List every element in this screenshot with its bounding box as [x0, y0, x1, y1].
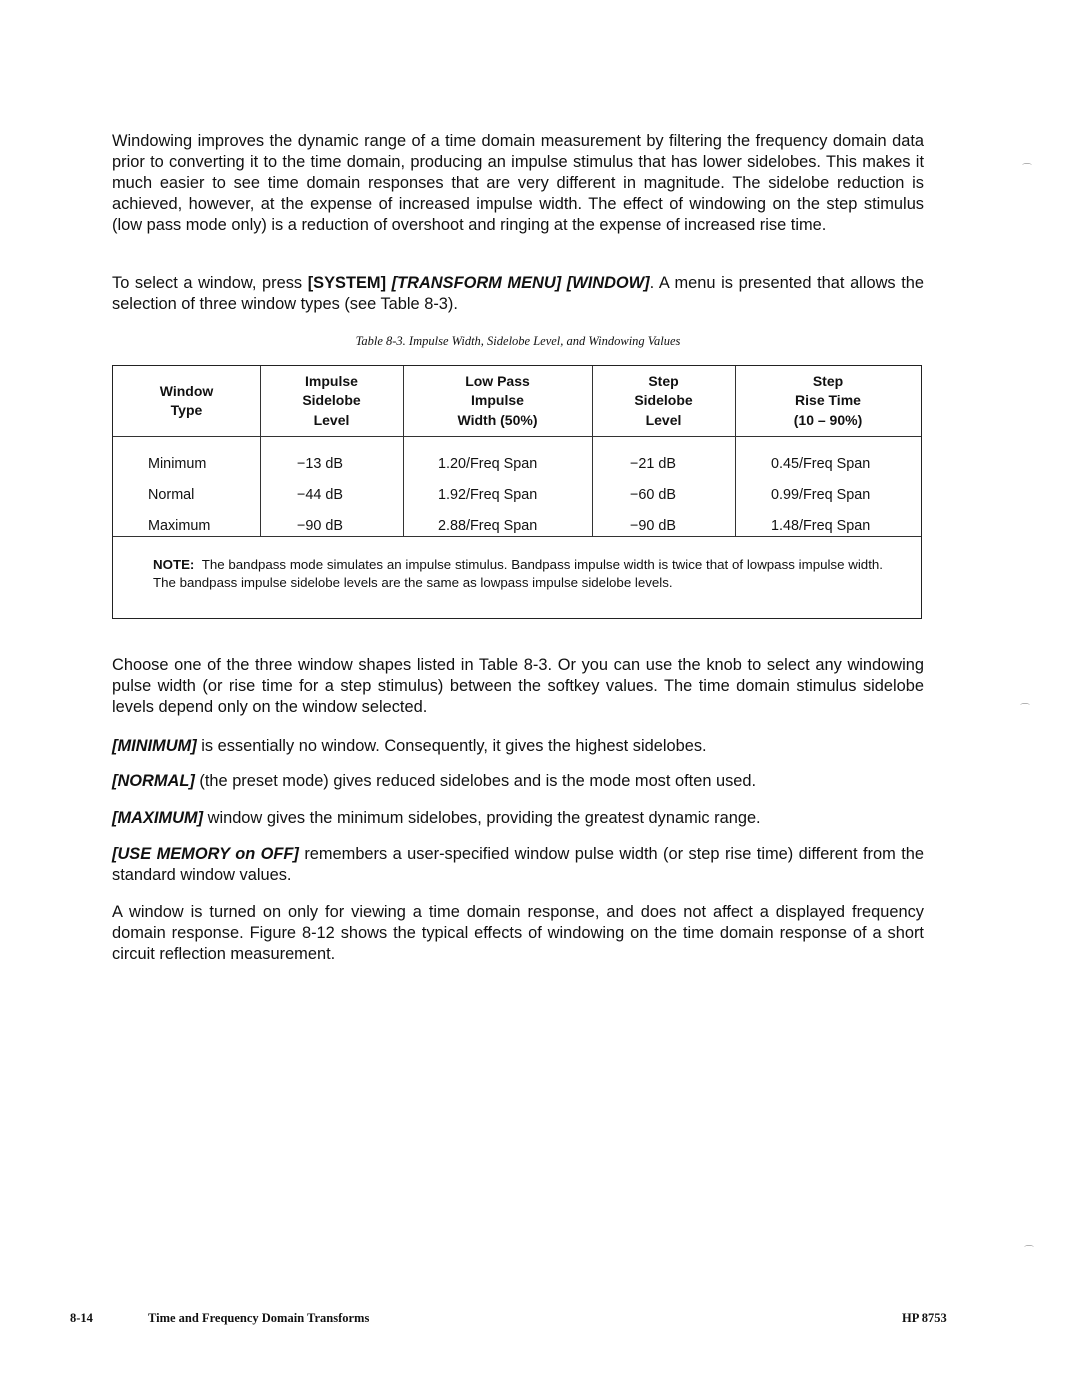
windowing-values-table	[112, 365, 922, 619]
table-cell-window-type: Minimum	[148, 456, 207, 472]
footer-section-title: Time and Frequency Domain Transforms	[148, 1311, 370, 1325]
intro-paragraph-select-window	[112, 273, 924, 315]
table-cell-step-sidelobe: −21 dB	[630, 456, 677, 472]
table-cell-impulse-sidelobe: −90 dB	[297, 518, 344, 534]
table-cell-step-rise-time: 0.99/Freq Span	[771, 487, 871, 503]
header-divider	[113, 436, 921, 437]
paragraph-window-time-domain: A window is turned on only for viewing a time domain response, and does not affect a displayed frequency domain response. Figure 8-12 shows the typical effects of windowing on the time domain response of a short circuit reflection measurement.	[112, 903, 924, 963]
paragraph-use-memory	[112, 844, 924, 886]
scan-speck: ⌒	[1020, 704, 1030, 715]
maximum-softkey: [MAXIMUM]	[112, 809, 204, 827]
use-memory-softkey: [USE MEMORY on OFF]	[112, 845, 299, 863]
header-step-rise-time: Step Rise Time (10 – 90%)	[793, 372, 863, 428]
paragraph-normal	[112, 771, 924, 792]
maximum-description: window gives the minimum sidelobes, providing the greatest dynamic range.	[203, 809, 761, 827]
note-text: The bandpass mode simulates an impulse stimulus. Bandpass impulse width is twice that of lowpass impulse width. The bandpass impulse sidelobe levels are the same as lowpass impulse sidelobe levels.	[153, 557, 883, 590]
header-low-pass-impulse-width: Low Pass Impulse Width (50%)	[457, 372, 538, 428]
header-impulse-sidelobe-level: Impulse Sidelobe Level	[302, 372, 361, 428]
table-cell-step-sidelobe: −60 dB	[630, 487, 677, 503]
table-cell-impulse-width: 1.92/Freq Span	[438, 487, 538, 503]
scan-speck: ⌒	[1024, 1246, 1034, 1257]
table-note	[153, 556, 883, 592]
intro-select-text-before: To select a window, press	[112, 274, 308, 292]
table-cell-impulse-sidelobe: −44 dB	[297, 487, 344, 503]
normal-description: (the preset mode) gives reduced sidelobes and is the mode most often used.	[194, 772, 757, 790]
table-cell-window-type: Normal	[148, 487, 195, 503]
table-cell-impulse-width: 2.88/Freq Span	[438, 518, 538, 534]
table-cell-step-rise-time: 0.45/Freq Span	[771, 456, 871, 472]
note-label: NOTE:	[153, 557, 195, 572]
table-cell-impulse-sidelobe: −13 dB	[297, 456, 344, 472]
table-cell-impulse-width: 1.20/Freq Span	[438, 456, 538, 472]
footer-page-number: 8-14	[70, 1311, 93, 1325]
paragraph-choose-window: Choose one of the three window shapes listed in Table 8-3. Or you can use the knob to select any windowing pulse width (or rise time for a step stimulus) between the softkey values. The time domain stimulus sidelobe levels depend only on the window selected.	[112, 656, 924, 716]
header-step-sidelobe-level: Step Sidelobe Level	[634, 372, 693, 428]
minimum-softkey: [MINIMUM]	[112, 737, 197, 755]
footer-product: HP 8753	[902, 1311, 947, 1325]
table-cell-step-rise-time: 1.48/Freq Span	[771, 518, 871, 534]
intro-paragraph-windowing: Windowing improves the dynamic range of a time domain measurement by filtering the frequency domain data prior to converting it to the time domain, producing an impulse stimulus that has lower sidelobes. This makes it much easier to see time domain responses that are very different in magnitude. The sidelobe reduction is achieved, however, at the expense of increased impulse width. The effect of windowing on the step stimulus (low pass mode only) is a reduction of overshoot and ringing at the expense of increased rise time.	[112, 132, 924, 234]
note-divider	[113, 536, 921, 537]
paragraph-minimum	[112, 736, 924, 757]
paragraph-maximum	[112, 808, 924, 829]
normal-softkey: [NORMAL]	[112, 772, 195, 790]
transform-menu-softkey: [TRANSFORM MENU]	[391, 274, 562, 292]
scan-speck: ⌒	[1022, 164, 1032, 175]
table-cell-step-sidelobe: −90 dB	[630, 518, 677, 534]
intro-select-text-after: . A menu is presented that allows the selection of three window types (see Table 8-3).	[112, 274, 925, 313]
system-key: [SYSTEM]	[307, 274, 387, 292]
use-memory-description: remembers a user-specified window pulse width (or step rise time) different from the standard window values.	[112, 845, 924, 884]
window-softkey: [WINDOW]	[566, 274, 650, 292]
header-window-type: Window Type	[159, 382, 214, 418]
table-cell-window-type: Maximum	[148, 518, 211, 534]
table-caption: Table 8-3. Impulse Width, Sidelobe Level, and Windowing Values	[355, 334, 681, 348]
minimum-description: is essentially no window. Consequently, it gives the highest sidelobes.	[196, 737, 707, 755]
